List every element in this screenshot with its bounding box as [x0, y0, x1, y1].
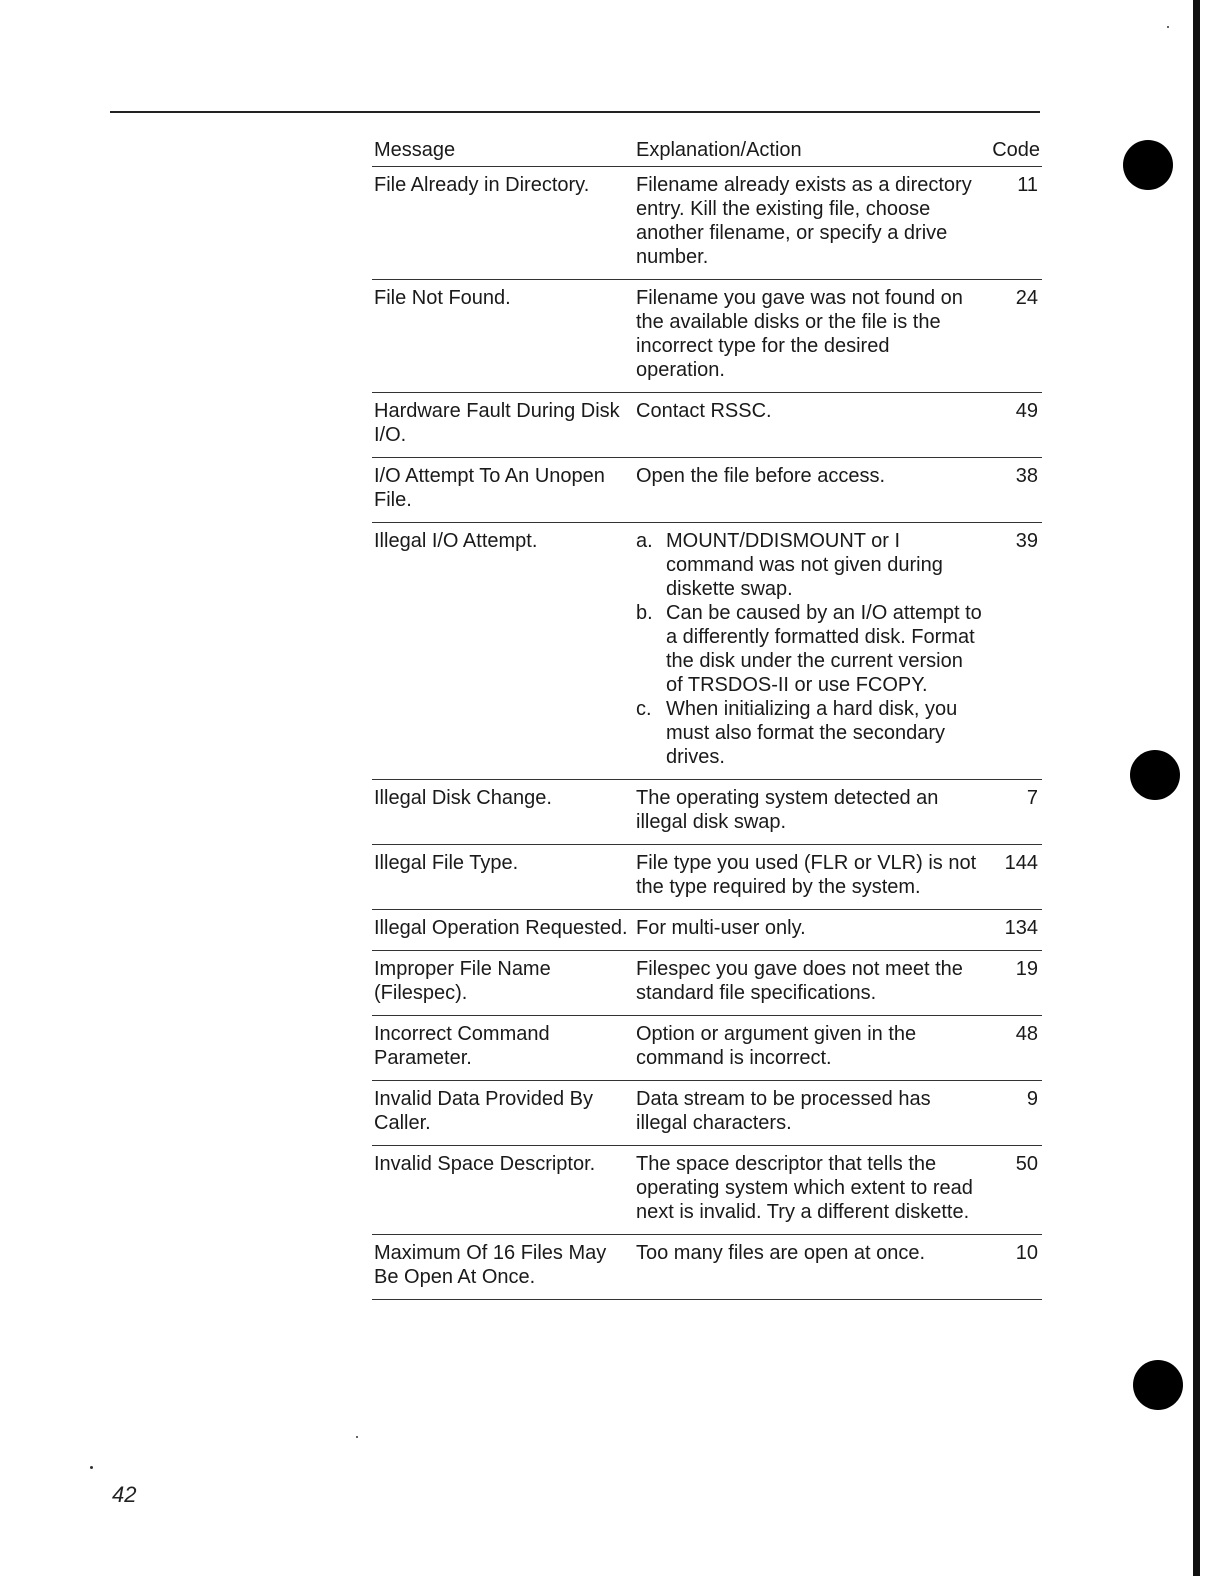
explanation-cell: File type you used (FLR or VLR) is not the type required by the system.: [636, 852, 977, 898]
explanation-cell: Filename you gave was not found on the available disks or the file is the incorrect type for the desired operation.: [636, 287, 963, 381]
list-item-text: Can be caused by an I/O attempt to a differently formatted disk. Format the disk under the current version of TRSDOS-II or use FCOPY.: [666, 602, 982, 696]
table-header-row: [372, 136, 1042, 167]
table-row: [372, 845, 1042, 910]
code-cell: 48: [1015, 1023, 1038, 1045]
message-cell: File Not Found.: [374, 287, 511, 309]
message-cell: Illegal Disk Change.: [374, 787, 552, 809]
list-item-text: MOUNT/DDISMOUNT or I command was not given during diskette swap.: [666, 530, 943, 600]
table-row: [372, 523, 1042, 780]
code-cell: 134: [1004, 917, 1038, 939]
code-cell: 11: [1017, 174, 1038, 196]
code-cell: 7: [1026, 787, 1038, 809]
table-row: [372, 1016, 1042, 1081]
message-cell: Invalid Data Provided By Caller.: [374, 1088, 594, 1134]
top-rule: [110, 111, 1040, 113]
table-row: [372, 1235, 1042, 1300]
table-row: [372, 458, 1042, 523]
message-cell: Hardware Fault During Disk I/O.: [374, 400, 620, 446]
table-row: [372, 1146, 1042, 1235]
list-marker: b.: [636, 602, 653, 624]
list-marker: a.: [636, 530, 653, 552]
code-cell: 39: [1015, 530, 1038, 552]
explanation-cell: Too many files are open at once.: [636, 1242, 926, 1264]
explanation-cell: [634, 523, 984, 780]
explanation-cell: Filespec you gave does not meet the standard file specifications.: [636, 958, 963, 1004]
list-item: [636, 529, 982, 601]
message-column-header: Message: [374, 139, 456, 161]
table-row: [372, 910, 1042, 951]
message-cell: Improper File Name (Filespec).: [374, 958, 551, 1004]
code-column-header: Code: [992, 139, 1040, 161]
code-cell: 19: [1015, 958, 1038, 980]
binder-hole-bottom: [1133, 1360, 1183, 1410]
error-message-table: [372, 136, 1042, 1300]
message-cell: Invalid Space Descriptor.: [374, 1153, 596, 1175]
code-cell: 49: [1015, 400, 1038, 422]
explanation-cell: The operating system detected an illegal disk swap.: [636, 787, 939, 833]
code-cell: 38: [1015, 465, 1038, 487]
explanation-cell: Contact RSSC.: [636, 400, 772, 422]
illegal-io-causes-list: [636, 529, 982, 769]
table-row: [372, 780, 1042, 845]
binder-hole-middle: [1130, 750, 1180, 800]
message-cell: Illegal Operation Requested.: [374, 917, 628, 939]
message-cell: I/O Attempt To An Unopen File.: [374, 465, 605, 511]
code-cell: 144: [1004, 852, 1038, 874]
speck-top-right: [1167, 26, 1169, 28]
table-row: [372, 280, 1042, 393]
message-cell: File Already in Directory.: [374, 174, 590, 196]
list-item: [636, 601, 982, 697]
message-cell: Illegal I/O Attempt.: [374, 530, 538, 552]
message-cell: Maximum Of 16 Files May Be Open At Once.: [374, 1242, 607, 1288]
explanation-cell: Open the file before access.: [636, 465, 886, 487]
table-row: [372, 951, 1042, 1016]
explanation-cell: The space descriptor that tells the operating system which extent to read next is invalid. Try a different diskette.: [636, 1153, 973, 1223]
speck-left: [90, 1466, 93, 1469]
explanation-cell: Option or argument given in the command is incorrect.: [636, 1023, 917, 1069]
code-cell: 9: [1026, 1088, 1038, 1110]
list-item-text: When initializing a hard disk, you must also format the secondary drives.: [666, 698, 958, 768]
explanation-cell: Filename already exists as a directory entry. Kill the existing file, choose another filename, or specify a drive number.: [636, 174, 972, 268]
page-edge-bar: [1193, 0, 1200, 1576]
speck-mid: [356, 1436, 358, 1438]
message-cell: Illegal File Type.: [374, 852, 519, 874]
code-cell: 10: [1015, 1242, 1038, 1264]
code-cell: 24: [1015, 287, 1038, 309]
message-cell: Incorrect Command Parameter.: [374, 1023, 550, 1069]
code-cell: 50: [1015, 1153, 1038, 1175]
table-row: [372, 1081, 1042, 1146]
explanation-cell: Data stream to be processed has illegal characters.: [636, 1088, 931, 1134]
list-item: [636, 697, 982, 769]
page-number: 42: [112, 1482, 137, 1507]
explanation-column-header: Explanation/Action: [636, 139, 802, 161]
binder-hole-top: [1123, 140, 1173, 190]
explanation-cell: For multi-user only.: [636, 917, 806, 939]
table-row: [372, 167, 1042, 280]
table-row: [372, 393, 1042, 458]
list-marker: c.: [636, 698, 652, 720]
